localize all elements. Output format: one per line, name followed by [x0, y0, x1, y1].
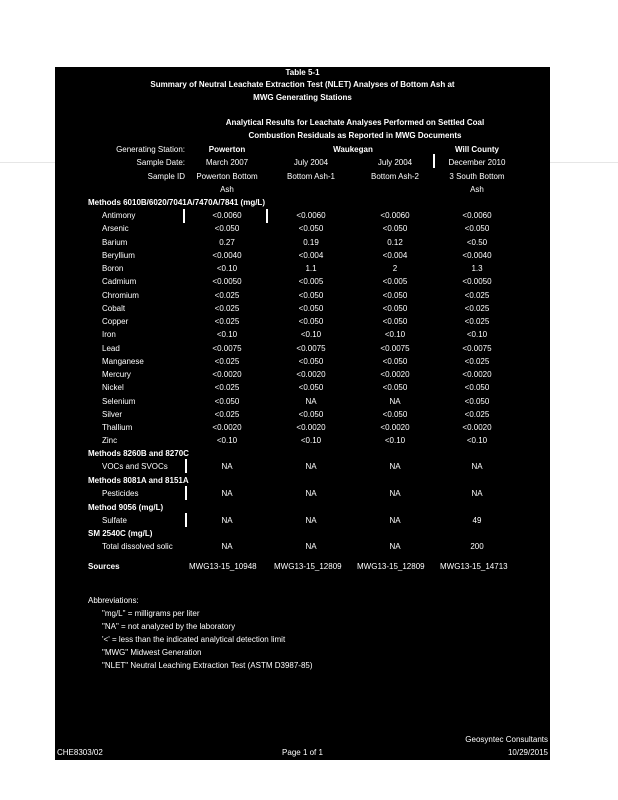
result-cell: NA [389, 489, 401, 498]
analyte-name: Iron [102, 330, 116, 340]
result-cell: <0.10 [216, 330, 238, 340]
result-cell: <0.0020 [462, 423, 492, 432]
analyte-name: Nickel [102, 383, 124, 393]
sample-date: March 2007 [205, 158, 249, 167]
section-voc: Methods 8260B and 8270C [88, 449, 189, 458]
result-cell: <0.0075 [212, 343, 242, 353]
sample-date: December 2010 [448, 158, 506, 167]
sample-date-label: Sample Date: [136, 158, 185, 167]
subtitle-line1: Analytical Results for Leachate Analyses Performed on Settled Coal [225, 118, 485, 127]
result-cell: <0.025 [214, 290, 240, 300]
result-cell: <0.025 [464, 356, 490, 366]
station-waukegan: Waukegan [333, 145, 373, 154]
analyte-name: Arsenic [102, 224, 129, 234]
sample-id: 3 South Bottom [449, 172, 505, 181]
result-cell: <0.0075 [462, 343, 492, 353]
result-cell: <0.0060 [462, 211, 492, 220]
result-cell: <0.050 [382, 303, 408, 313]
sample-id: Bottom Ash-1 [286, 172, 336, 181]
sources-label: Sources [88, 562, 120, 571]
result-cell: <0.10 [300, 436, 322, 446]
analyte-name: Chromium [102, 290, 139, 300]
result-cell: <0.025 [464, 290, 490, 300]
analyte-name: Mercury [102, 370, 131, 379]
result-cell: <0.025 [464, 409, 490, 419]
analyte-name: Sulfate [102, 516, 127, 525]
table-number: Table 5-1 [285, 68, 320, 77]
section-metals: Methods 6010B/6020/7041A/7470A/7841 (mg/L) [88, 198, 265, 207]
result-cell: <0.0050 [462, 277, 492, 287]
result-cell: 49 [472, 516, 482, 525]
result-cell: 1.1 [305, 264, 317, 273]
result-cell: NA [305, 516, 317, 525]
result-cell: <0.050 [382, 290, 408, 300]
result-cell: <0.050 [298, 224, 324, 234]
result-cell: <0.025 [214, 303, 240, 313]
abbreviations-heading: Abbreviations: [88, 596, 139, 605]
result-cell: <0.025 [214, 356, 240, 366]
result-cell: <0.10 [384, 330, 406, 340]
source-ref: MWG13-15_10948 [189, 562, 257, 571]
result-cell: <0.050 [382, 356, 408, 366]
result-cell: NA [389, 542, 401, 551]
sample-id: Bottom Ash-2 [370, 172, 420, 181]
result-cell: <0.025 [464, 303, 490, 313]
column-divider [433, 154, 435, 168]
result-cell: <0.050 [382, 224, 408, 234]
result-cell: <0.050 [298, 290, 324, 300]
analyte-name: Selenium [102, 396, 136, 406]
result-cell: NA [305, 489, 317, 498]
table-title-line2: MWG Generating Stations [253, 93, 352, 102]
result-cell: <0.050 [464, 396, 490, 406]
result-cell: <0.050 [298, 383, 324, 393]
result-cell: <0.050 [214, 224, 240, 234]
analyte-name: Manganese [102, 356, 144, 366]
section-tds: SM 2540C (mg/L) [88, 529, 153, 538]
result-cell: <0.0020 [380, 423, 410, 432]
source-ref: MWG13-15_12809 [274, 562, 342, 571]
result-cell: 0.19 [303, 237, 319, 247]
result-cell: <0.004 [298, 250, 324, 260]
result-cell: <0.050 [382, 409, 408, 419]
result-cell: NA [389, 516, 401, 525]
result-cell: <0.0020 [296, 370, 326, 379]
result-cell: 0.27 [219, 237, 235, 247]
footer-company: Geosyntec Consultants [465, 735, 548, 744]
result-cell: <0.0020 [296, 423, 326, 432]
result-cell: <0.10 [466, 330, 488, 340]
result-cell: <0.050 [464, 383, 490, 393]
column-divider [185, 459, 187, 473]
table-title-line1: Summary of Neutral Leachate Extraction Test (NLET) Analyses of Bottom Ash at [150, 80, 455, 89]
result-cell: <0.050 [298, 409, 324, 419]
result-cell: <0.0020 [462, 370, 492, 379]
station-powerton: Powerton [208, 145, 246, 154]
result-cell: <0.004 [382, 250, 408, 260]
result-cell: NA [389, 396, 401, 406]
result-cell: <0.050 [382, 317, 408, 326]
result-cell: <0.050 [214, 396, 240, 406]
analyte-name: Pesticides [102, 489, 139, 498]
subtitle-line2: Combustion Residuals as Reported in MWG Documents [248, 131, 462, 140]
result-cell: <0.10 [466, 436, 488, 446]
result-cell: <0.0020 [212, 423, 242, 432]
result-cell: NA [221, 489, 233, 498]
result-cell: <0.0050 [212, 277, 242, 287]
result-cell: NA [305, 396, 317, 406]
result-cell: NA [305, 542, 317, 551]
result-cell: <0.025 [464, 317, 490, 326]
result-cell: <0.50 [466, 237, 488, 247]
result-cell: NA [471, 489, 483, 498]
result-cell: <0.050 [382, 383, 408, 393]
abbreviation-item: "mg/L" = milligrams per liter [102, 609, 200, 618]
footer-page-number: Page 1 of 1 [282, 748, 323, 757]
source-ref: MWG13-15_14713 [440, 562, 508, 571]
result-cell: <0.10 [216, 264, 238, 273]
abbreviation-item: "NLET" Neutral Leaching Extraction Test (ASTM D3987-85) [102, 661, 313, 670]
sample-id-label: Sample ID [147, 172, 185, 181]
result-cell: <0.0075 [296, 343, 326, 353]
result-cell: <0.050 [464, 224, 490, 234]
sample-id-cont: Ash [220, 185, 234, 194]
abbreviation-item: "NA" = not analyzed by the laboratory [102, 622, 236, 631]
result-cell: <0.10 [300, 330, 322, 340]
result-cell: <0.050 [298, 317, 324, 326]
result-cell: <0.0040 [212, 250, 242, 260]
section-pesticides: Methods 8081A and 8151A [88, 476, 189, 485]
result-cell: <0.0060 [380, 211, 410, 220]
station-will-county: Will County [455, 145, 499, 154]
result-cell: <0.025 [214, 383, 240, 393]
analyte-name: Beryllium [102, 250, 135, 260]
result-cell: <0.025 [214, 409, 240, 419]
result-cell: <0.0040 [462, 250, 492, 260]
analyte-name: Cobalt [102, 303, 126, 313]
result-cell: 0.12 [387, 237, 403, 247]
result-cell: NA [221, 516, 233, 525]
source-ref: MWG13-15_12809 [357, 562, 425, 571]
analyte-name: Antimony [102, 211, 136, 220]
analyte-name: Total dissolved solic [102, 542, 173, 551]
analyte-name: Silver [102, 409, 123, 419]
result-cell: <0.0020 [212, 370, 242, 379]
result-cell: NA [471, 462, 483, 471]
result-cell: <0.025 [214, 317, 240, 326]
result-cell: <0.050 [298, 356, 324, 366]
result-cell: 1.3 [471, 264, 483, 273]
result-cell: <0.005 [382, 277, 408, 287]
analyte-name: Cadmium [102, 277, 137, 287]
result-cell: NA [389, 462, 401, 471]
result-cell: <0.0020 [380, 370, 410, 379]
sample-id: Powerton Bottom [196, 172, 258, 181]
result-cell: <0.0060 [296, 211, 326, 220]
generating-station-label: Generating Station: [116, 145, 185, 154]
result-cell: <0.050 [298, 303, 324, 313]
result-cell: <0.0075 [380, 343, 410, 353]
sample-date: July 2004 [293, 158, 329, 167]
sample-date: July 2004 [377, 158, 413, 167]
footer-date: 10/29/2015 [507, 748, 548, 757]
result-cell: 200 [470, 542, 484, 551]
column-divider [185, 513, 187, 527]
result-cell: NA [305, 462, 317, 471]
result-cell: <0.005 [298, 277, 324, 287]
analyte-name: Zinc [102, 436, 118, 446]
abbreviation-item: '<' = less than the indicated analytical detection limit [102, 635, 286, 644]
abbreviation-item: "MWG" Midwest Generation [102, 648, 202, 657]
section-sulfate: Method 9056 (mg/L) [88, 503, 164, 512]
analyte-name: Barium [102, 237, 128, 247]
column-divider [185, 486, 187, 500]
sample-id-cont: Ash [470, 185, 484, 194]
result-cell: <0.10 [384, 436, 406, 446]
result-cell: <0.0060 [212, 211, 242, 220]
result-cell: NA [221, 462, 233, 471]
analyte-name: VOCs and SVOCs [102, 462, 168, 471]
result-cell: <0.10 [216, 436, 238, 446]
result-cell: NA [221, 542, 233, 551]
analyte-name: Copper [102, 317, 129, 326]
analyte-name: Thallium [102, 423, 133, 432]
result-cell: 2 [392, 264, 398, 273]
document-page [55, 67, 550, 760]
analyte-name: Lead [102, 343, 120, 353]
analyte-name: Boron [102, 264, 124, 273]
footer-doc-number: CHE8303/02 [57, 748, 103, 757]
